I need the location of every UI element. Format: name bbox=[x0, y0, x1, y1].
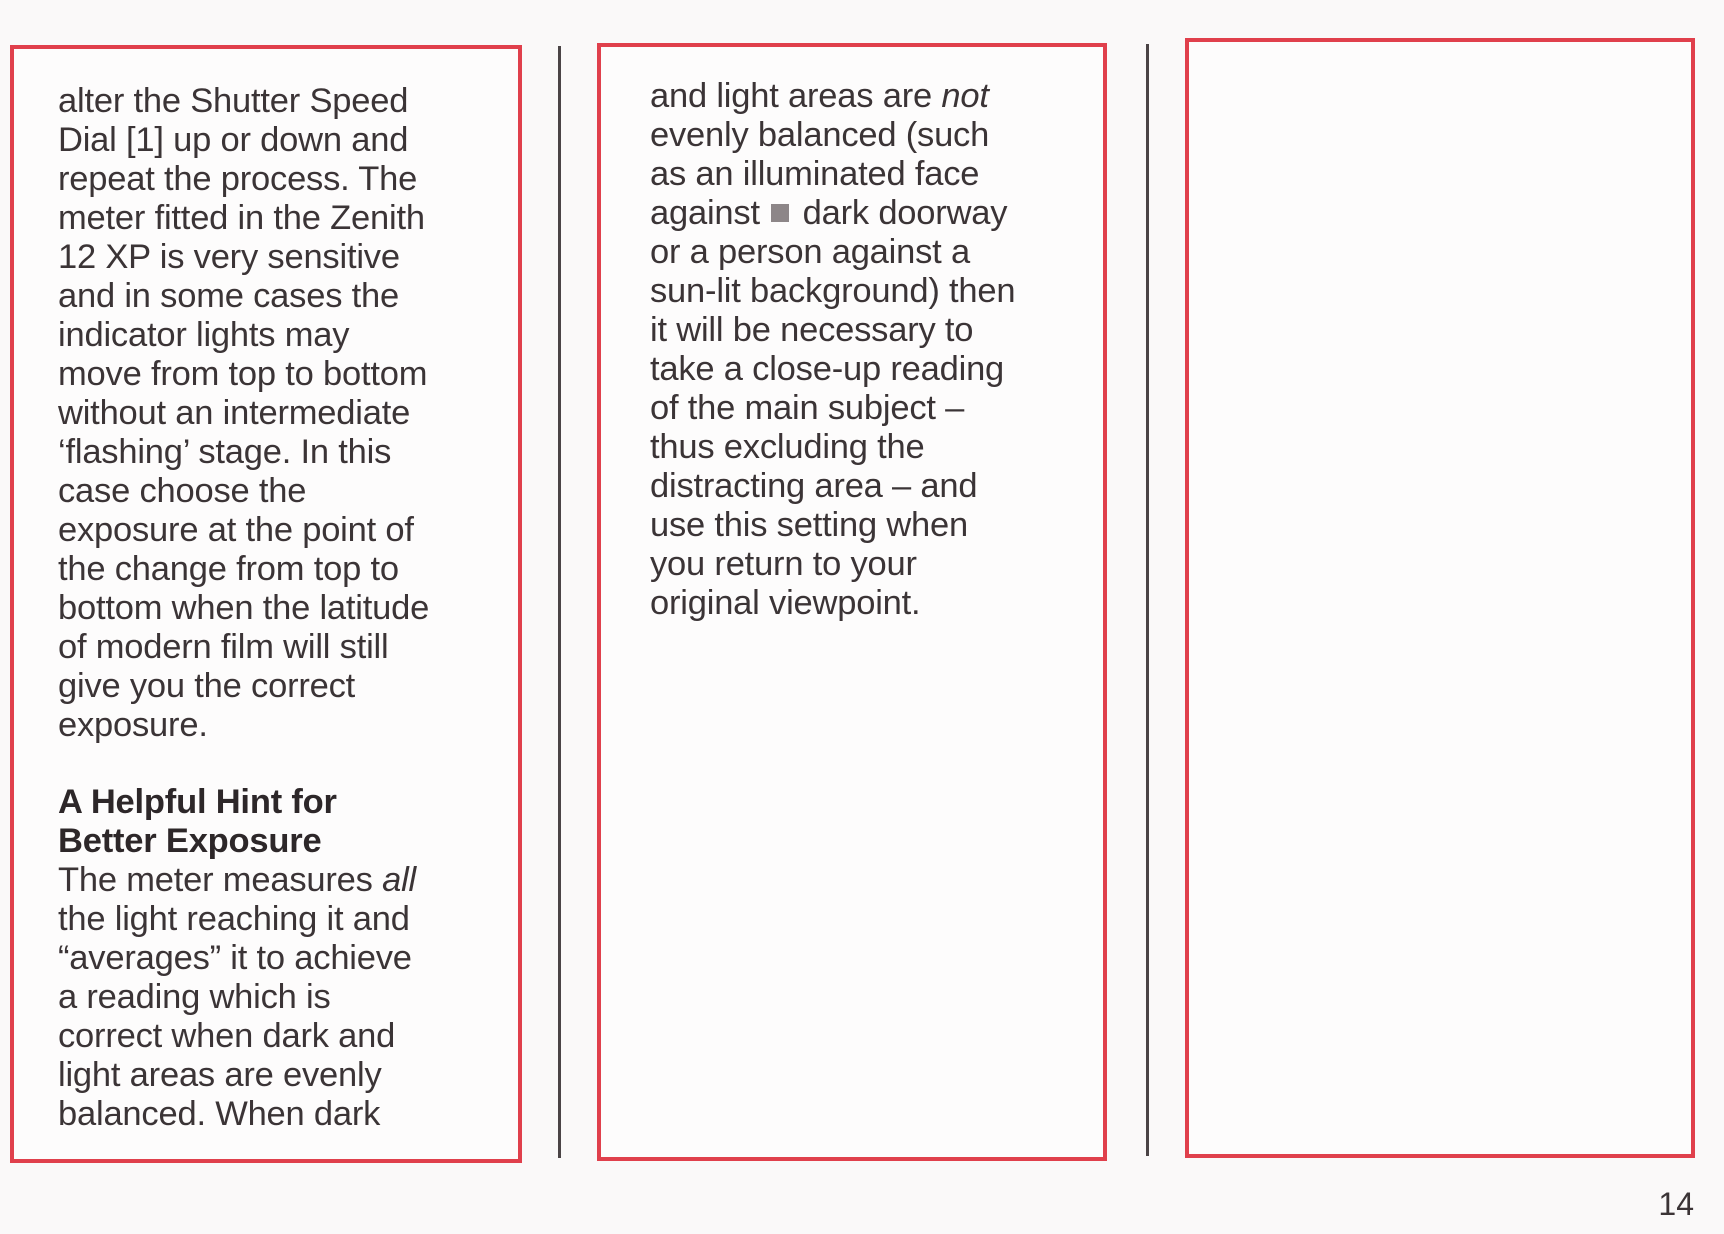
square-mark-icon bbox=[771, 204, 789, 222]
emphasis-text: not bbox=[941, 77, 989, 115]
text-line: exposure at the point of bbox=[58, 511, 414, 549]
text-line: take a close-up reading bbox=[650, 350, 1005, 388]
text-line: case choose the bbox=[58, 472, 307, 510]
text-line bbox=[650, 77, 1015, 116]
text-line: sun-lit background) then bbox=[650, 272, 1016, 310]
emphasis-text: all bbox=[382, 861, 416, 899]
text-line: ‘flashing’ stage. In this bbox=[58, 433, 392, 471]
text-line: exposure. bbox=[58, 706, 208, 744]
page-number: 14 bbox=[1658, 1186, 1694, 1222]
text-line: meter fitted in the Zenith bbox=[58, 199, 425, 237]
text-line: balanced. When dark bbox=[58, 1095, 381, 1133]
text-line: Dial [1] up or down and bbox=[58, 121, 409, 159]
text-line: or a person against a bbox=[650, 233, 970, 271]
text-line: light areas are evenly bbox=[58, 1056, 382, 1094]
text-line: 12 XP is very sensitive bbox=[58, 238, 400, 276]
text-line: give you the correct bbox=[58, 667, 356, 705]
text-line: indicator lights may bbox=[58, 316, 350, 354]
section-heading: Better Exposure bbox=[58, 822, 322, 860]
text-line: distracting area – and bbox=[650, 467, 978, 505]
text-line: of the main subject – bbox=[650, 389, 965, 427]
section-heading: A Helpful Hint for bbox=[58, 783, 337, 821]
text-fragment: and light areas are bbox=[650, 77, 942, 115]
text-line: bottom when the latitude bbox=[58, 589, 430, 627]
column-divider-left bbox=[558, 46, 561, 1158]
text-line: repeat the process. The bbox=[58, 160, 418, 198]
right-column-frame-empty bbox=[1185, 38, 1695, 1158]
text-fragment: The meter measures bbox=[58, 861, 383, 899]
text-line: alter the Shutter Speed bbox=[58, 82, 409, 120]
continuation-paragraph bbox=[650, 77, 1015, 623]
text-line bbox=[650, 194, 1015, 233]
text-line: original viewpoint. bbox=[650, 584, 921, 622]
text-line: as an illuminated face bbox=[650, 155, 980, 193]
text-line: “averages” it to achieve bbox=[58, 939, 412, 977]
text-line bbox=[58, 861, 416, 900]
text-line: the light reaching it and bbox=[58, 900, 410, 938]
text-line: you return to your bbox=[650, 545, 917, 583]
text-line: of modern film will still bbox=[58, 628, 389, 666]
text-line: a reading which is bbox=[58, 978, 331, 1016]
text-line: and in some cases the bbox=[58, 277, 400, 315]
text-fragment: dark doorway bbox=[793, 194, 1008, 232]
text-line: move from top to bottom bbox=[58, 355, 428, 393]
text-line: it will be necessary to bbox=[650, 311, 974, 349]
text-line: without an intermediate bbox=[58, 394, 411, 432]
helpful-hint-section bbox=[58, 783, 416, 1134]
column-divider-right bbox=[1146, 44, 1149, 1156]
text-line: the change from top to bbox=[58, 550, 399, 588]
text-line: evenly balanced (such bbox=[650, 116, 990, 154]
text-line: use this setting when bbox=[650, 506, 968, 544]
text-line: correct when dark and bbox=[58, 1017, 396, 1055]
exposure-paragraph bbox=[58, 82, 429, 745]
text-fragment: against bbox=[650, 194, 770, 232]
text-line: thus excluding the bbox=[650, 428, 925, 466]
